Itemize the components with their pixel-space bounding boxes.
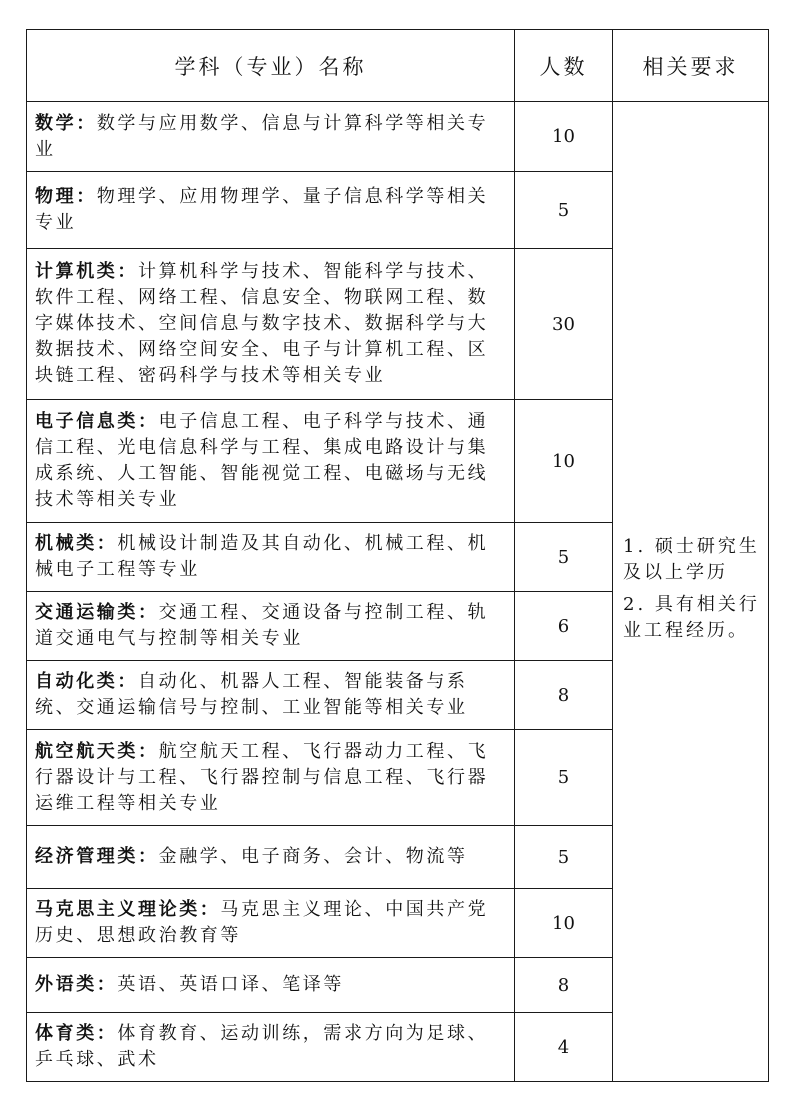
- category-label: 马克思主义理论类：: [35, 899, 221, 920]
- majors-text: 数学与应用数学、信息与计算科学等相关专业: [35, 112, 489, 160]
- category-label: 经济管理类：: [35, 846, 159, 867]
- subject-cell: [27, 889, 515, 958]
- requirement-item: 1. 硕士研究生及以上学历: [623, 535, 760, 583]
- table-row: [27, 102, 769, 172]
- category-label: 外语类：: [35, 974, 118, 995]
- majors-text: 自动化、机器人工程、智能装备与系统、交通运输信号与控制、工业智能等相关专业: [35, 671, 468, 718]
- category-label: 数学：: [35, 112, 97, 134]
- subject-cell: [27, 592, 515, 661]
- count-cell: 5: [515, 523, 613, 592]
- majors-text: 交通工程、交通设备与控制工程、轨道交通电气与控制等相关专业: [35, 602, 489, 649]
- count-cell: 5: [515, 172, 613, 249]
- header-requirements: 相关要求: [613, 30, 769, 102]
- subject-cell: [27, 523, 515, 592]
- count-cell: 8: [515, 958, 613, 1013]
- majors-text: 机械设计制造及其自动化、机械工程、机械电子工程等专业: [35, 533, 489, 580]
- majors-text: 物理学、应用物理学、量子信息科学等相关专业: [35, 186, 489, 233]
- subject-cell: [27, 1013, 515, 1082]
- majors-text: 电子信息工程、电子科学与技术、通信工程、光电信息科学与工程、集成电路设计与集成系统、人工智能、智能视觉工程、电磁场与无线技术等相关专业: [35, 411, 489, 510]
- subject-cell: [27, 102, 515, 172]
- header-row: [27, 30, 769, 102]
- requirement-item: 2. 具有相关行业工程经历。: [623, 593, 760, 641]
- header-subject: 学科（专业）名称: [27, 30, 515, 102]
- recruitment-table: [26, 29, 769, 1082]
- subject-cell: [27, 661, 515, 730]
- category-label: 机械类：: [35, 533, 118, 554]
- header-count: 人数: [515, 30, 613, 102]
- count-cell: 5: [515, 826, 613, 889]
- count-cell: 5: [515, 730, 613, 826]
- subject-cell: [27, 730, 515, 826]
- count-cell: 4: [515, 1013, 613, 1082]
- category-label: 计算机类：: [35, 261, 138, 282]
- count-cell: 10: [515, 400, 613, 523]
- majors-text: 英语、英语口译、笔译等: [117, 974, 345, 995]
- count-cell: 10: [515, 889, 613, 958]
- requirements-cell: [613, 102, 769, 1082]
- subject-cell: [27, 826, 515, 889]
- category-label: 航空航天类：: [35, 740, 159, 762]
- count-cell: 30: [515, 249, 613, 400]
- subject-cell: [27, 958, 515, 1013]
- subject-cell: [27, 249, 515, 400]
- category-label: 自动化类：: [35, 671, 138, 692]
- category-label: 电子信息类：: [35, 411, 159, 432]
- category-label: 物理：: [35, 186, 97, 207]
- majors-text: 马克思主义理论、中国共产党历史、思想政治教育等: [35, 899, 489, 946]
- subject-cell: [27, 172, 515, 249]
- category-label: 体育类：: [35, 1023, 118, 1044]
- count-cell: 10: [515, 102, 613, 172]
- majors-text: 体育教育、运动训练，需求方向为足球、乒乓球、武术: [35, 1023, 489, 1070]
- majors-text: 计算机科学与技术、智能科学与技术、软件工程、网络工程、信息安全、物联网工程、数字媒体技术、空间信息与数字技术、数据科学与大数据技术、网络空间安全、电子与计算机工程、区块链工程、密码科学与技术等相关专业: [35, 261, 489, 386]
- majors-text: 航空航天工程、飞行器动力工程、飞行器设计与工程、飞行器控制与信息工程、飞行器运维工程等相关专业: [35, 740, 489, 814]
- category-label: 交通运输类：: [35, 602, 159, 623]
- majors-text: 金融学、电子商务、会计、物流等: [158, 846, 468, 867]
- count-cell: 8: [515, 661, 613, 730]
- count-cell: 6: [515, 592, 613, 661]
- subject-cell: [27, 400, 515, 523]
